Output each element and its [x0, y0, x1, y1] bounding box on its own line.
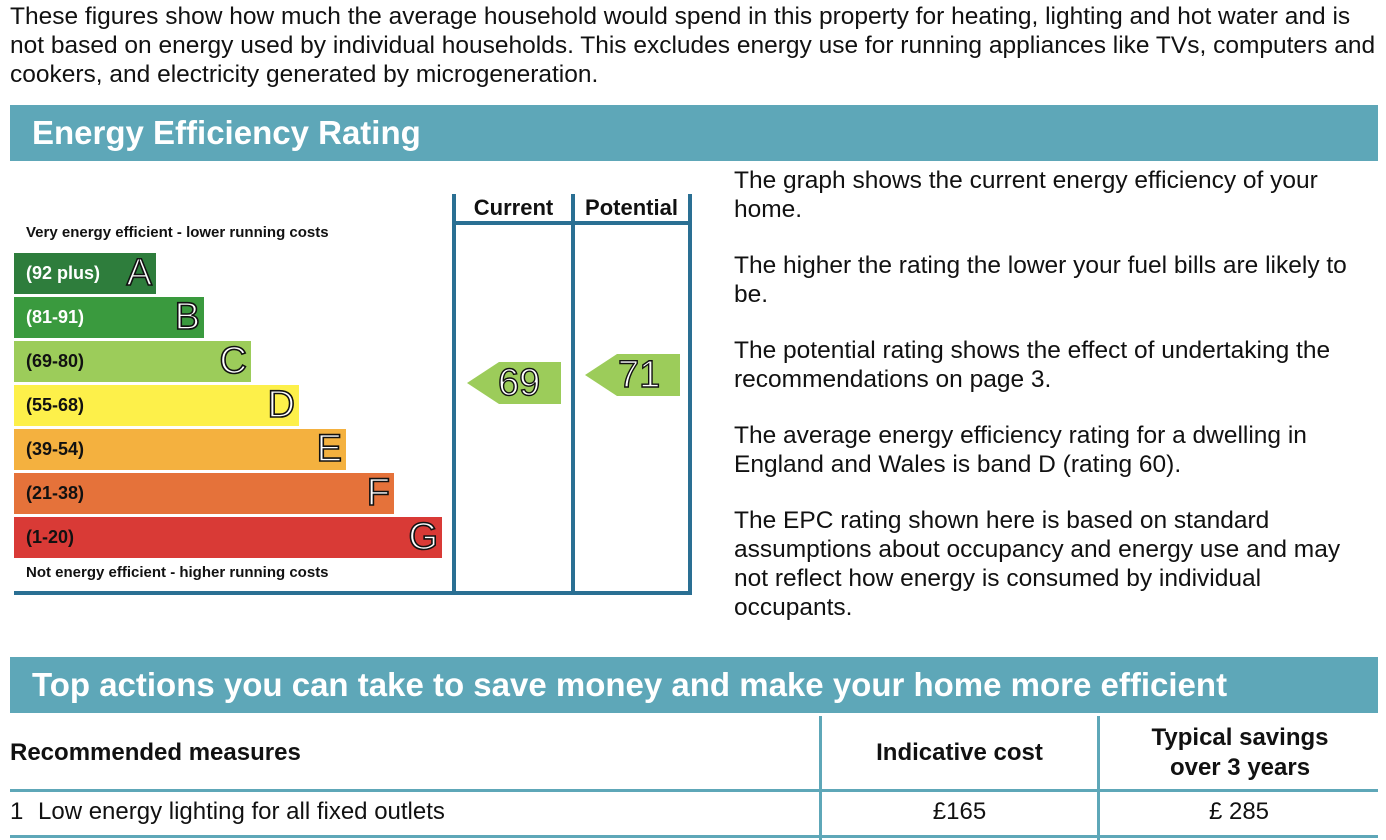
row-number: 1 — [10, 798, 24, 825]
band-letter: C — [219, 340, 247, 382]
potential-rating-value: 71 — [618, 354, 661, 396]
header-indicative-cost: Indicative cost — [876, 739, 1043, 766]
potential-rating-arrow — [585, 354, 680, 396]
band-range: (81-91) — [26, 307, 85, 327]
energy-rating-banner: Energy Efficiency Rating — [10, 105, 1378, 161]
header-recommended-measures: Recommended measures — [10, 739, 301, 766]
current-col-left-line — [452, 194, 456, 595]
band-range: (39-54) — [26, 439, 85, 459]
explanation-paragraph: The average energy efficiency rating for a dwelling in England and Wales is band D (rating 60). — [734, 422, 1307, 478]
rating-band-c — [14, 341, 251, 382]
band-letter: A — [126, 252, 152, 294]
band-range: (55-68) — [26, 395, 85, 415]
band-letter: G — [408, 516, 438, 558]
top-efficiency-label: Very energy efficient - lower running costs — [26, 224, 329, 241]
rating-band-d — [14, 385, 299, 426]
rating-band-g — [14, 517, 442, 558]
current-column-header: Current — [473, 195, 554, 220]
row-saving: £ 285 — [1208, 798, 1270, 825]
rating-explanation — [734, 166, 1379, 649]
top-actions-banner: Top actions you can take to save money and make your home more efficient — [10, 657, 1378, 713]
explanation-paragraph: The graph shows the current energy efficiency of your home. — [734, 167, 1318, 223]
rating-band-f — [14, 473, 394, 514]
table-header-rule — [10, 789, 1378, 792]
band-letter: D — [267, 384, 295, 426]
current-rating-arrow — [467, 362, 561, 404]
intro-text: These figures show how much the average household would spend in this property for heating, lighting and hot water and is not based on energy used by individual households. This excludes energy use for running appliances like TVs, computers and cookers, and electricity generated by microgeneration. — [10, 3, 1376, 88]
rating-band-b — [14, 297, 204, 338]
band-letter: F — [366, 472, 390, 514]
potential-col-right-line — [688, 194, 692, 595]
current-rating-value: 69 — [498, 362, 541, 404]
header-typical-savings: Typical savings over 3 years — [1151, 724, 1329, 781]
band-letter: B — [174, 296, 200, 338]
explanation-paragraph: The higher the rating the lower your fuel bills are likely to be. — [734, 252, 1347, 308]
table-row-rule — [10, 835, 1378, 838]
band-range: (92 plus) — [26, 263, 101, 283]
bottom-efficiency-label: Not energy efficient - higher running costs — [26, 564, 329, 581]
explanation-paragraph: The potential rating shows the effect of undertaking the recommendations on page 3. — [734, 337, 1331, 393]
band-range: (69-80) — [26, 351, 85, 371]
row-cost: £165 — [932, 798, 987, 825]
rating-band-e — [14, 429, 346, 470]
row-measure: Low energy lighting for all fixed outlets — [38, 798, 445, 825]
rating-band-a — [14, 253, 156, 294]
potential-column-header: Potential — [585, 195, 678, 220]
band-letter: E — [316, 428, 342, 470]
current-col-right-line — [571, 194, 575, 595]
graph-bottom-rule — [14, 591, 692, 595]
band-range: (1-20) — [26, 527, 75, 547]
explanation-paragraph: The EPC rating shown here is based on standard assumptions about occupancy and energy use and may not reflect how energy is consumed by individual occupants. — [734, 507, 1341, 621]
band-range: (21-38) — [26, 483, 85, 503]
